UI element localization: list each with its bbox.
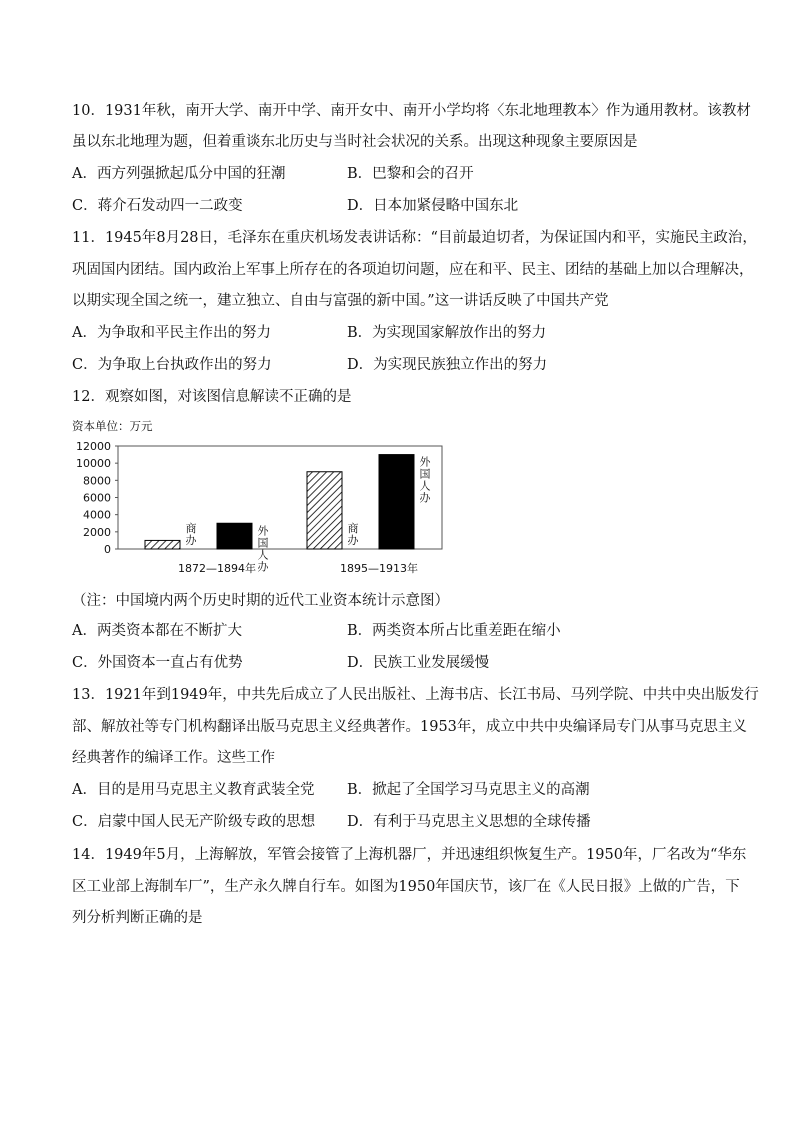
q10-stem-line1: 10．1931年秋，南开大学、南开中学、南开女中、南开小学均将〈东北地理教本〉作为通用教材。该教材 xyxy=(72,103,751,119)
y-tick-label: 4000 xyxy=(83,508,111,522)
q11-option-d[interactable]: D．为实现民族独立作出的努力 xyxy=(347,357,548,373)
q14-stem-line1: 14．1949年5月，上海解放，军管会接管了上海机器厂，并迅速组织恢复生产。1950年，厂名改为“华东 xyxy=(72,847,747,863)
capital-bar-chart xyxy=(72,436,452,586)
q10-option-a[interactable]: A．西方列强掀起瓜分中国的狂潮 xyxy=(72,166,286,182)
series-label-char: 国 xyxy=(419,467,431,481)
x-category-label: 1895—1913年 xyxy=(340,562,418,575)
q13-option-a[interactable]: A．目的是用马克思主义教育武装全党 xyxy=(72,782,315,798)
q10-option-c[interactable]: C．蒋介石发动四一二政变 xyxy=(72,198,243,214)
q12-stem-line1: 12．观察如图，对该图信息解读不正确的是 xyxy=(72,389,352,405)
q13-option-b[interactable]: B．掀起了全国学习马克思主义的高潮 xyxy=(347,782,590,798)
q13-stem-line1: 13．1921年到1949年，中共先后成立了人民出版社、上海书店、长江书局、马列学院、中共中央出版发行 xyxy=(72,687,759,703)
q13-option-c[interactable]: C．启蒙中国人民无产阶级专政的思想 xyxy=(72,814,316,830)
q13-stem-line3: 经典著作的编译工作。这些工作 xyxy=(72,750,275,766)
series-label-char: 外 xyxy=(419,455,431,469)
series-label-char: 商 xyxy=(347,522,359,535)
q11-option-a[interactable]: A．为争取和平民主作出的努力 xyxy=(72,325,271,341)
q13-option-d[interactable]: D．有利于马克思主义思想的全球传播 xyxy=(347,814,591,830)
q10-option-d[interactable]: D．日本加紧侵略中国东北 xyxy=(347,198,519,214)
y-tick-label: 8000 xyxy=(83,474,111,488)
q12-option-a[interactable]: A．两类资本都在不断扩大 xyxy=(72,623,242,639)
bar-merchant-1 xyxy=(145,540,180,549)
y-tick-label: 10000 xyxy=(76,457,111,471)
series-label-char: 人 xyxy=(419,479,431,493)
q11-stem-line2: 巩固国内团结。国内政治上军事上所存在的各项迫切问题，应在和平、民主、团结的基础上加以合理解决， xyxy=(72,262,754,278)
series-label-char: 办 xyxy=(419,491,431,505)
y-tick-label: 0 xyxy=(104,543,111,556)
q11-stem-line3: 以期实现全国之统一，建立独立、自由与富强的新中国。”这一讲话反映了中国共产党 xyxy=(72,293,609,309)
series-label-char: 商 xyxy=(185,522,197,535)
q14-stem-line2: 区工业部上海制车厂”，生产永久牌自行车。如图为1950年国庆节，该厂在《人民日报》上做的广告，下 xyxy=(72,879,740,895)
series-label-char: 外 xyxy=(257,524,269,538)
q14-stem-line3: 列分析判断正确的是 xyxy=(72,910,203,926)
series-label-char: 办 xyxy=(347,534,359,547)
series-label-char: 人 xyxy=(257,548,269,562)
q10-option-b[interactable]: B．巴黎和会的召开 xyxy=(347,166,474,182)
q10-stem-line2: 虽以东北地理为题，但着重谈东北历史与当时社会状况的关系。出现这种现象主要原因是 xyxy=(72,134,638,150)
series-label-char: 办 xyxy=(257,560,269,574)
y-tick-label: 12000 xyxy=(76,440,111,453)
q11-option-c[interactable]: C．为争取上台执政作出的努力 xyxy=(72,357,272,373)
series-label-char: 办 xyxy=(185,534,197,547)
y-tick-label: 2000 xyxy=(83,525,111,539)
bar-foreign-2 xyxy=(379,455,414,549)
q12-option-d[interactable]: D．民族工业发展缓慢 xyxy=(347,655,490,671)
chart-unit-label: 资本单位：万元 xyxy=(72,419,153,433)
q12-option-b[interactable]: B．两类资本所占比重差距在缩小 xyxy=(347,623,561,639)
x-category-label: 1872—1894年 xyxy=(178,562,256,575)
bar-merchant-2 xyxy=(307,472,342,549)
q11-stem-line1: 11．1945年8月28日，毛泽东在重庆机场发表讲话称：“目前最迫切者，为保证国内和平，实施民主政治， xyxy=(72,230,757,246)
y-tick-label: 6000 xyxy=(83,491,111,505)
q11-option-b[interactable]: B．为实现国家解放作出的努力 xyxy=(347,325,547,341)
bar-foreign-1 xyxy=(217,523,252,549)
q13-stem-line2: 部、解放社等专门机构翻译出版马克思主义经典著作。1953年，成立中共中央编译局专门从事马克思主义 xyxy=(72,719,747,735)
chart-note: （注：中国境内两个历史时期的近代工业资本统计示意图） xyxy=(72,593,449,609)
q12-option-c[interactable]: C．外国资本一直占有优势 xyxy=(72,655,243,671)
series-label-char: 国 xyxy=(257,536,269,550)
